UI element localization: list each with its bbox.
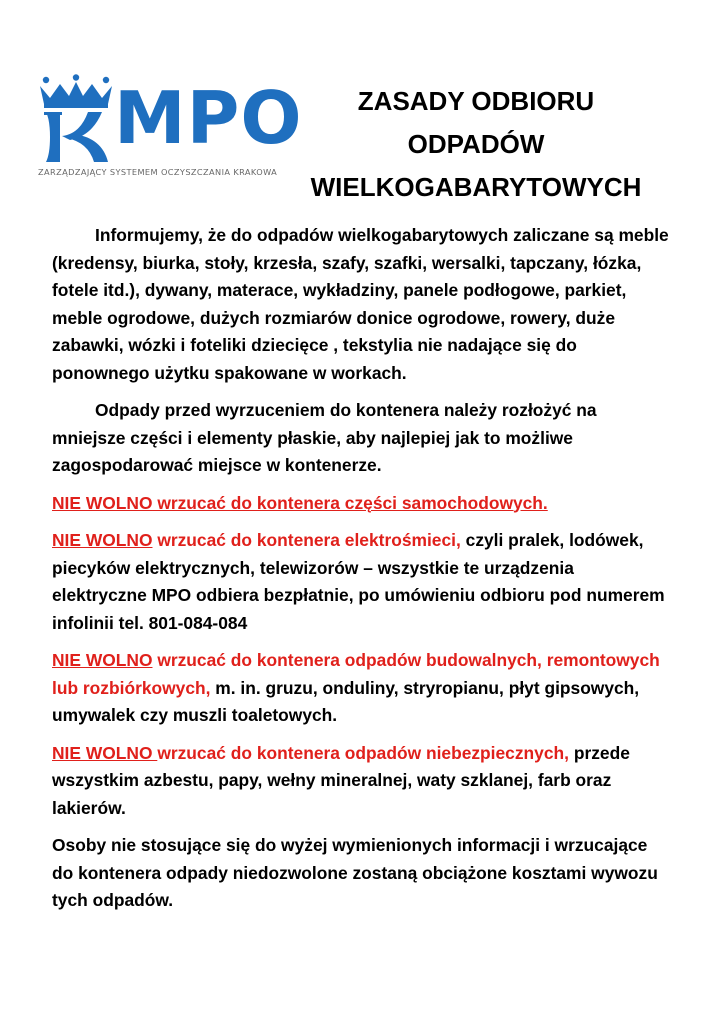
rule-prefix: NIE WOLNO (52, 650, 153, 670)
rule-car-parts (52, 490, 670, 518)
rule-red-text: wrzucać do kontenera odpadów budowalnych, remontowych lub rozbiórkowych, (52, 650, 660, 698)
rule-prefix: NIE WOLNO (52, 492, 153, 513)
crown-icon (40, 74, 112, 108)
document-body (52, 222, 670, 925)
rule-construction-waste (52, 647, 670, 730)
title-line-1: ZASADY ODBIORU (357, 86, 595, 116)
rule-electronics (52, 527, 670, 637)
krakow-crown-k-icon (36, 74, 116, 166)
title-line-3: WIELKOGABARYTOWYCH (310, 172, 642, 202)
k-letter-icon (44, 112, 108, 162)
rule-red-text: wrzucać do kontenera odpadów niebezpiecznych, (157, 742, 569, 763)
rule-red-text: wrzucać do kontenera części samochodowych. (152, 492, 548, 513)
rule-black-text: przede wszystkim azbestu, papy, wełny mineralnej, waty szklanej, farb oraz lakierów. (52, 742, 630, 818)
rule-prefix: NIE WOLNO (52, 742, 158, 763)
closing-paragraph: Osoby nie stosujące się do wyżej wymienionych informacji i wrzucające do kontenera odpady niedozwolone zostaną obciążone kosztami wywozu tych odpadów. (52, 835, 658, 910)
intro-paragraph: Informujemy, że do odpadów wielkogabarytowych zaliczane są meble (kredensy, biurka, stoły, krzesła, szafy, szafki, wersalki, tapczany, łózka, fotele itd.), dywany, materace, wykładziny, panele podłogowe, parkiet, meble ogrodowe, dużych rozmiarów donice ogrodowe, rowery, duże zabawki, wózki i foteliki dziecięce , tekstylia nie nadające się do ponownego użytku spakowane w workach. (52, 225, 669, 383)
rule-black-text: czyli pralek, lodówek, piecyków elektrycznych, telewizorów – wszystkie te urządzenia elektryczne MPO odbiera bezpłatnie, po umówieniu odbioru pod numerem infolinii tel. 801-084-084 (52, 530, 665, 633)
title-line-2: ODPADÓW (407, 129, 545, 159)
disassembly-paragraph: Odpady przed wyrzuceniem do kontenera należy rozłożyć na mniejsze części i elementy płaskie, aby najlepiej jak to możliwe zagospodarować miejsce w kontenerze. (52, 400, 597, 475)
rule-hazardous-waste (52, 740, 670, 823)
logo-tagline: ZARZĄDZAJĄCY SYSTEMEM OCZYSZCZANIA KRAKOWA (38, 167, 278, 177)
document-title (286, 80, 666, 209)
rule-black-text: m. in. gruzu, onduliny, stryropianu, płyt gipsowych, umywalek czy muszli toaletowych. (52, 677, 640, 725)
rule-red-text: wrzucać do kontenera elektrośmieci, (152, 530, 461, 550)
rule-prefix: NIE WOLNO (52, 530, 153, 550)
logo-text: MPO (114, 76, 303, 160)
mpo-logo (36, 74, 303, 180)
